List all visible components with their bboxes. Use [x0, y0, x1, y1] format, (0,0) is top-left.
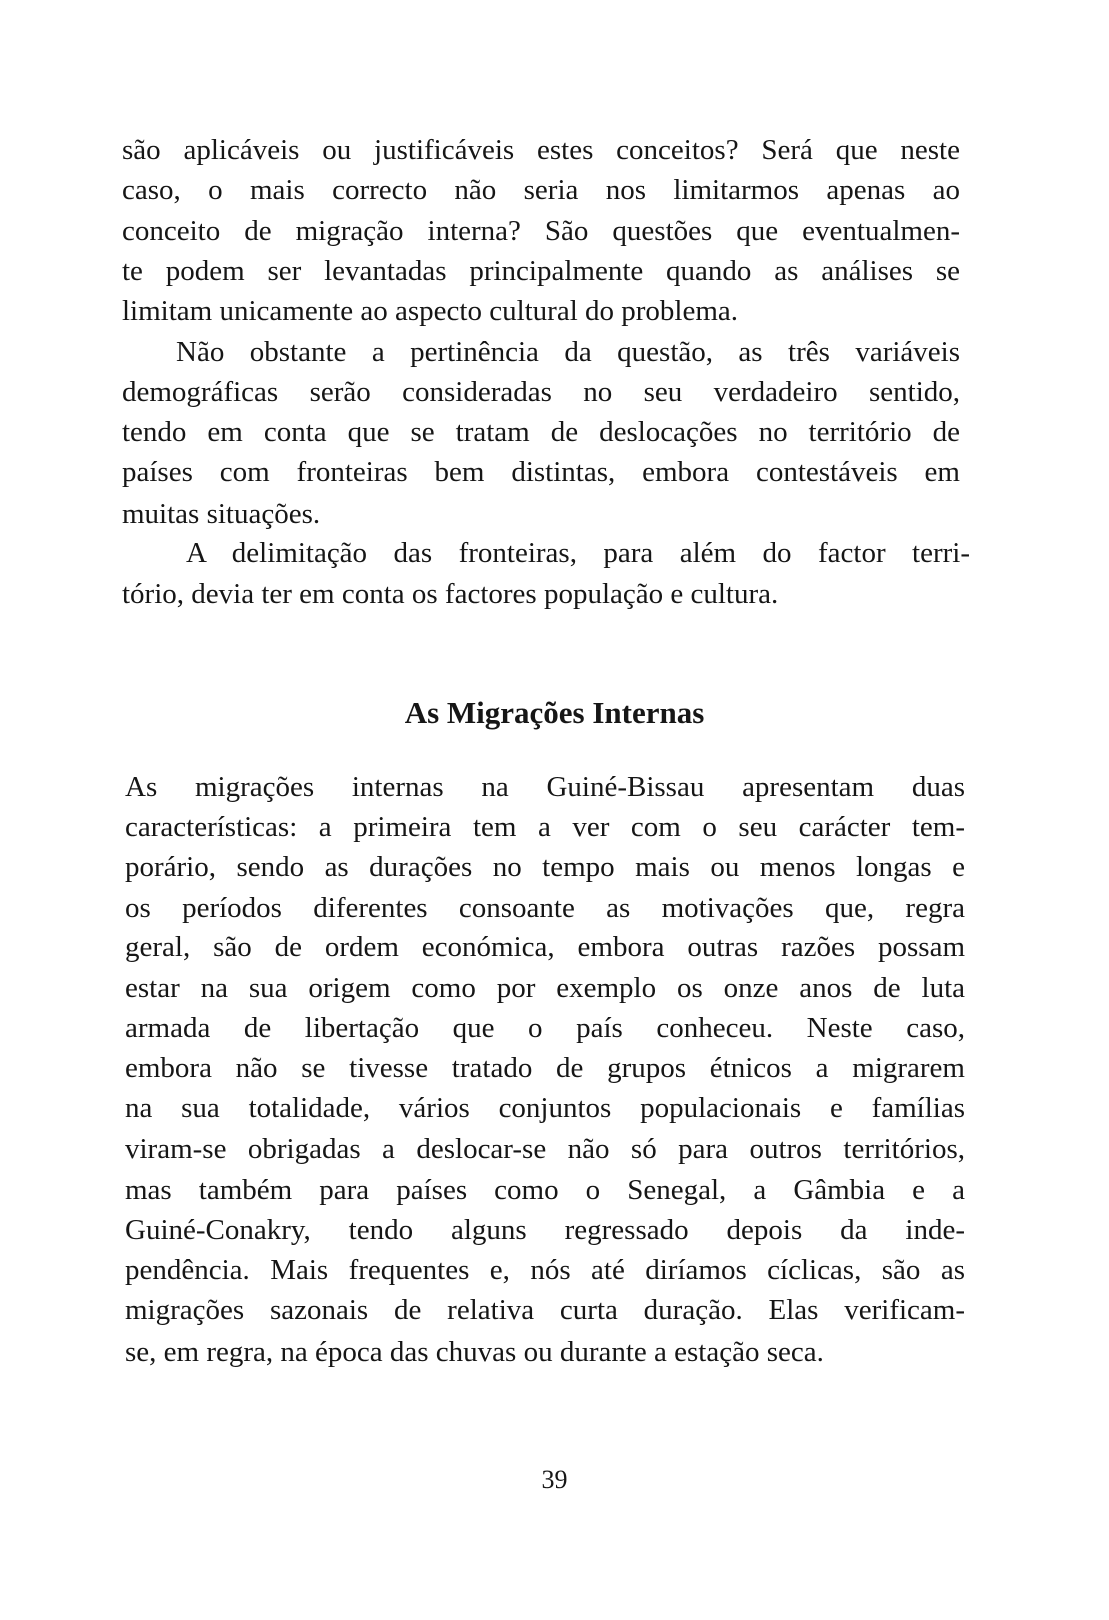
- text-line: porário, sendo as durações no tempo mais ou menos longas e: [125, 851, 965, 883]
- text-line: mas também para países como o Senegal, a Gâmbia e a: [125, 1174, 965, 1206]
- text-line: armada de libertação que o país conheceu. Neste caso,: [125, 1012, 965, 1044]
- text-line: caso, o mais correcto não seria nos limitarmos apenas ao: [122, 174, 960, 206]
- text-line: são aplicáveis ou justificáveis estes conceitos? Será que neste: [122, 134, 960, 166]
- text-line: A delimitação das fronteiras, para além do factor terri-: [186, 537, 970, 569]
- text-line: características: a primeira tem a ver com o seu carácter tem-: [125, 811, 965, 843]
- text-line: embora não se tivesse tratado de grupos étnicos a migrarem: [125, 1052, 965, 1084]
- text-line: Guiné-Conakry, tendo alguns regressado depois da inde-: [125, 1214, 965, 1246]
- text-line: Não obstante a pertinência da questão, as três variáveis: [176, 336, 960, 368]
- text-line: limitam unicamente ao aspecto cultural do problema.: [122, 295, 739, 327]
- text-line: países com fronteiras bem distintas, embora contestáveis em: [122, 456, 960, 488]
- section-heading: As Migrações Internas: [404, 695, 705, 730]
- text-line: estar na sua origem como por exemplo os onze anos de luta: [125, 972, 965, 1004]
- text-line: tório, devia ter em conta os factores população e cultura.: [122, 578, 779, 610]
- text-line: conceito de migração interna? São questões que eventualmen-: [122, 215, 960, 247]
- text-line: tendo em conta que se tratam de deslocações no território de: [122, 416, 960, 448]
- text-line: demográficas serão consideradas no seu verdadeiro sentido,: [122, 376, 960, 408]
- text-line: viram-se obrigadas a deslocar-se não só para outros territórios,: [125, 1133, 965, 1165]
- text-line: na sua totalidade, vários conjuntos populacionais e famílias: [125, 1092, 965, 1124]
- text-line: te podem ser levantadas principalmente quando as análises se: [122, 255, 960, 287]
- text-line: os períodos diferentes consoante as motivações que, regra: [125, 892, 965, 924]
- text-line: migrações sazonais de relativa curta duração. Elas verificam-: [125, 1294, 965, 1326]
- text-line: geral, são de ordem económica, embora outras razões possam: [125, 931, 965, 963]
- page-number: 39: [541, 1465, 568, 1494]
- text-line: As migrações internas na Guiné-Bissau apresentam duas: [125, 771, 965, 803]
- text-line: muitas situações.: [122, 498, 321, 530]
- text-line: pendência. Mais frequentes e, nós até diríamos cíclicas, são as: [125, 1254, 965, 1286]
- text-line: se, em regra, na época das chuvas ou durante a estação seca.: [125, 1336, 824, 1368]
